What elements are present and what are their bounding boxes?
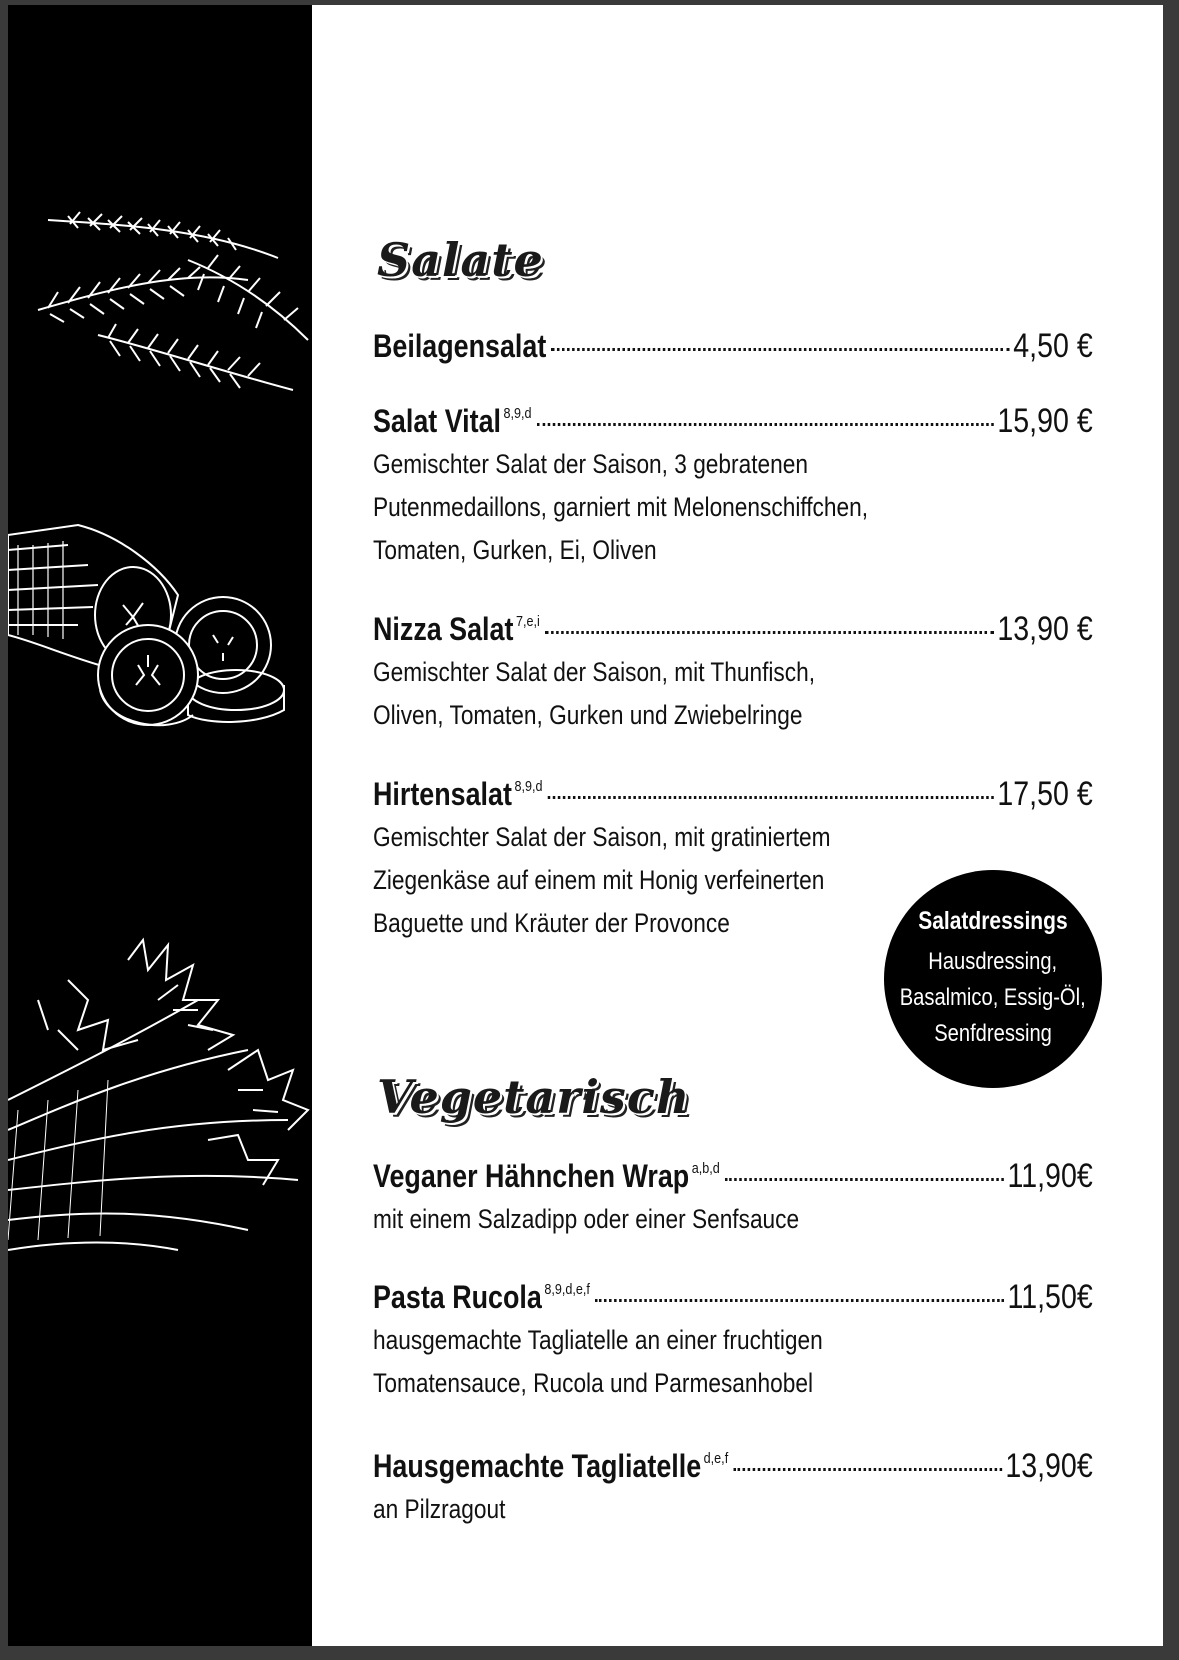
menu-item (373, 1157, 1093, 1241)
description-line: Gemischter Salat der Saison, mit gratiniertem (373, 822, 831, 852)
item-name: Hausgemachte Tagliatelle (373, 1448, 702, 1484)
item-description (373, 1198, 1093, 1241)
dot-leader (545, 631, 994, 634)
dot-leader (551, 348, 1010, 351)
dot-leader (595, 1299, 1004, 1302)
dot-leader (725, 1178, 1004, 1181)
item-description (373, 1319, 1093, 1405)
dot-leader (537, 423, 994, 426)
description-line: Putenmedaillons, garniert mit Melonenschiffchen, (373, 492, 869, 522)
dressing-line: Basalmico, Essig-Öl, (900, 983, 1086, 1011)
section-title-salate: Salate (377, 233, 544, 287)
allergen-codes: 8,9,d (503, 405, 532, 422)
description-line: Baguette und Kräuter der Provonce (373, 908, 730, 938)
menu-item (373, 1447, 1093, 1531)
item-price: 11,90€ (1007, 1157, 1093, 1195)
dot-leader (548, 796, 995, 799)
allergen-codes: d,e,f (703, 1450, 729, 1467)
dressing-line: Hausdressing, (928, 947, 1058, 975)
menu-item (373, 610, 1093, 737)
cucumber-illustration (8, 525, 312, 755)
description-line: Ziegenkäse auf einem mit Honig verfeinerten (373, 865, 825, 895)
allergen-codes: 8,9,d,e,f (544, 1281, 590, 1298)
item-description (373, 651, 1093, 737)
item-name: Veganer Hähnchen Wrap (373, 1158, 690, 1194)
description-line: an Pilzragout (373, 1494, 506, 1524)
allergen-codes: 8,9,d (514, 778, 543, 795)
item-name: Hirtensalat (373, 776, 512, 812)
description-line: Gemischter Salat der Saison, 3 gebratenen (373, 449, 808, 479)
description-line: mit einem Salzadipp oder einer Senfsauce (373, 1204, 800, 1234)
item-name: Pasta Rucola (373, 1279, 542, 1315)
item-price: 13,90 € (997, 610, 1093, 648)
menu-item (373, 402, 1093, 572)
celery-illustration (8, 940, 312, 1270)
description-line: hausgemachte Tagliatelle an einer fruchtigen (373, 1325, 823, 1355)
item-description (373, 1488, 1093, 1531)
item-name: Nizza Salat (373, 611, 514, 647)
description-line: Oliven, Tomaten, Gurken und Zwiebelringe (373, 700, 803, 730)
item-description (373, 443, 1093, 572)
description-line: Gemischter Salat der Saison, mit Thunfisch, (373, 657, 816, 687)
item-description (373, 816, 857, 945)
menu-page (8, 5, 1163, 1646)
item-price: 4,50 € (1013, 327, 1093, 365)
dressing-line: Senfdressing (934, 1019, 1052, 1047)
arugula-illustration (8, 210, 312, 410)
dressings-title: Salatdressings (918, 906, 1068, 935)
item-name: Beilagensalat (373, 328, 547, 364)
item-price: 13,90€ (1005, 1447, 1093, 1485)
dot-leader (733, 1468, 1002, 1471)
item-price: 15,90 € (997, 402, 1093, 440)
menu-item (373, 1278, 1093, 1405)
item-name: Salat Vital (373, 403, 501, 439)
menu-item (373, 327, 1093, 366)
allergen-codes: a,b,d (691, 1160, 720, 1177)
description-line: Tomatensauce, Rucola und Parmesanhobel (373, 1368, 814, 1398)
item-price: 17,50 € (997, 775, 1093, 813)
illustration-sidebar (8, 5, 312, 1646)
section-title-vegetarisch: Vegetarisch (377, 1070, 691, 1124)
allergen-codes: 7,e,i (515, 613, 540, 630)
description-line: Tomaten, Gurken, Ei, Oliven (373, 535, 657, 565)
item-price: 11,50€ (1007, 1278, 1093, 1316)
dressings-badge (884, 870, 1102, 1088)
